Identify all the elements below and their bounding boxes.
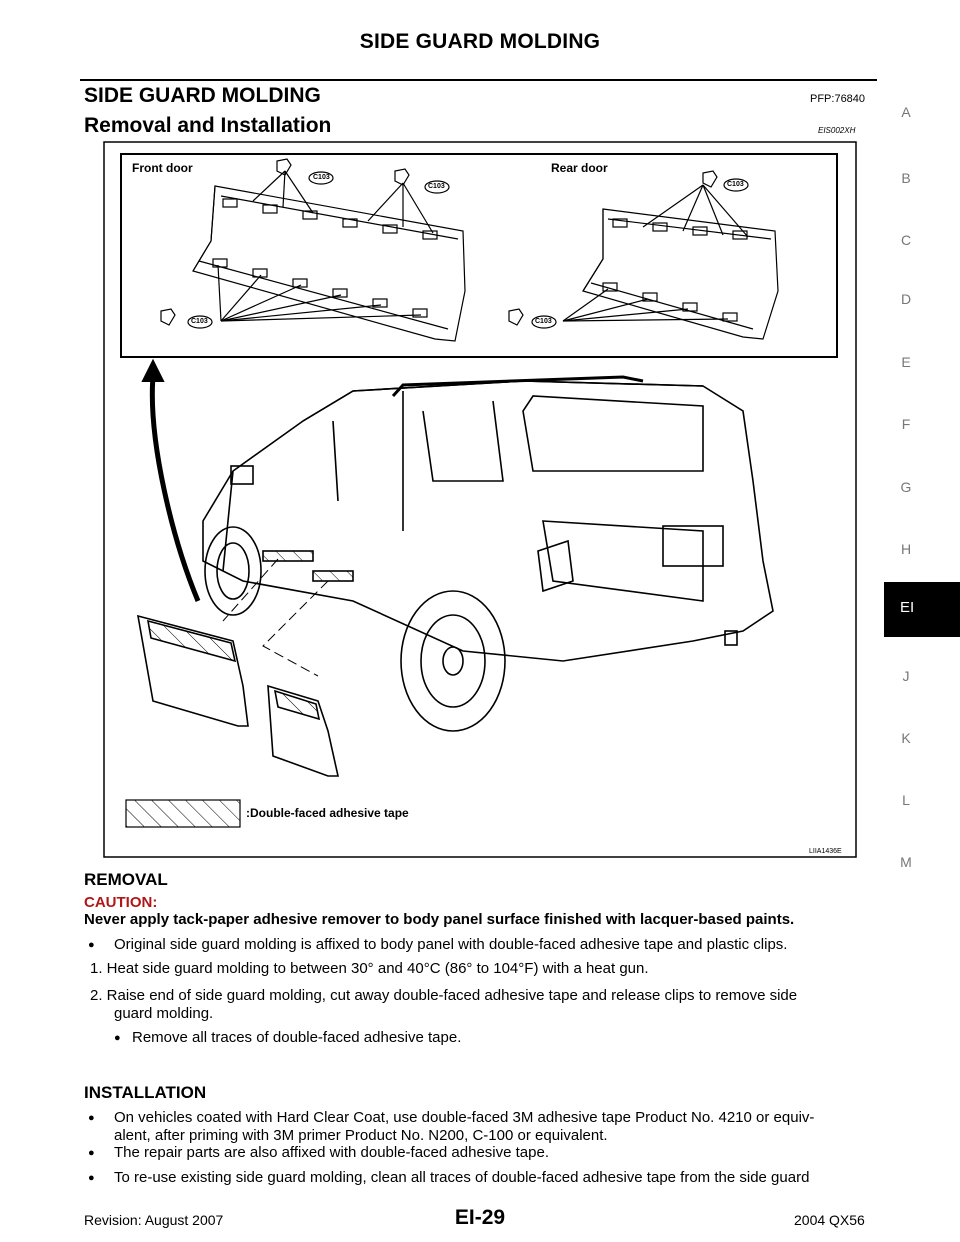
front-door-panel-drawing: [161, 159, 465, 341]
front-wheel: [205, 527, 261, 615]
removal-step-1: 1. Heat side guard molding to between 30° and 40°C (86° to 104°F) with a heat gun.: [90, 960, 649, 977]
side-index-active-tab[interactable]: [884, 582, 960, 637]
removal-step-2-line-1: 2. Raise end of side guard molding, cut away double-faced adhesive tape and release clips to remove side: [90, 987, 798, 1004]
pfp-code: PFP:76840: [810, 93, 866, 105]
bullet-dot: ●: [88, 939, 95, 951]
page-header-title: SIDE GUARD MOLDING: [359, 30, 601, 53]
removal-sub-bullet: Remove all traces of double-faced adhesive tape.: [132, 1029, 462, 1046]
rear-door-panel-drawing: [509, 171, 778, 339]
side-index-l[interactable]: L: [902, 792, 910, 808]
install-bullet-2: The repair parts are also affixed with double-faced adhesive tape.: [114, 1144, 549, 1161]
arrow-head: [143, 361, 163, 381]
caution-text: Never apply tack-paper adhesive remover to body panel surface finished with lacquer-based paints.: [84, 911, 795, 928]
bullet-dot: ●: [88, 1112, 95, 1124]
side-index-e[interactable]: E: [901, 354, 911, 370]
figure-code: LIIA1436E: [809, 848, 842, 855]
install-bullet-1-line-1: On vehicles coated with Hard Clear Coat, use double-faced 3M adhesive tape Product No. 4210 or equiv-: [114, 1109, 815, 1126]
side-index-a[interactable]: A: [901, 104, 911, 120]
clip-label-front-upper-right: C103: [428, 183, 445, 190]
side-index-ei: EI: [900, 599, 915, 616]
subsection-title: Removal and Installation: [84, 114, 332, 137]
removal-step-2-line-2: guard molding.: [114, 1005, 214, 1022]
rear-wheel: [401, 591, 505, 731]
side-index-h[interactable]: H: [900, 541, 912, 557]
clip-label-rear-upper: C103: [727, 181, 744, 188]
arrow-shaft: [152, 376, 198, 601]
footer-page-number: EI-29: [454, 1206, 506, 1229]
side-index-m[interactable]: M: [900, 854, 912, 870]
caution-title: CAUTION:: [84, 894, 158, 911]
clip-label-rear-lower: C103: [535, 318, 552, 325]
clip-label-front-upper-left: C103: [313, 174, 330, 181]
side-index-c[interactable]: C: [900, 232, 912, 248]
side-index-b[interactable]: B: [901, 170, 911, 186]
figure-illustration: [103, 141, 857, 858]
molding-parts-drawing: [138, 616, 338, 776]
bullet-dot: ●: [88, 1172, 95, 1184]
side-index-k[interactable]: K: [901, 730, 911, 746]
bullet-dot: ●: [114, 1032, 121, 1044]
footer-revision: Revision: August 2007: [84, 1212, 224, 1228]
installation-heading: INSTALLATION: [84, 1083, 207, 1102]
removal-heading: REMOVAL: [84, 870, 168, 889]
side-index-f[interactable]: F: [901, 416, 911, 432]
legend-label: :Double-faced adhesive tape: [246, 806, 409, 820]
header-rule: [80, 79, 877, 81]
footer-model: 2004 QX56: [794, 1212, 865, 1228]
side-index-d[interactable]: D: [900, 291, 912, 307]
side-index-g[interactable]: G: [900, 479, 912, 495]
bullet-dot: ●: [88, 1147, 95, 1159]
install-bullet-3-line-1: To re-use existing side guard molding, clean all traces of double-faced adhesive tape from the side guard: [114, 1169, 810, 1186]
side-mirror: [231, 466, 253, 484]
rear-door-label: Rear door: [551, 161, 608, 175]
figure-drawing: [103, 141, 857, 858]
front-door-label: Front door: [132, 161, 193, 175]
legend-hatch-swatch: [126, 800, 240, 827]
section-title: SIDE GUARD MOLDING: [84, 84, 321, 107]
vehicle-drawing: [203, 377, 773, 731]
removal-bullet-1: Original side guard molding is affixed to body panel with double-faced adhesive tape and plastic clips.: [114, 936, 788, 953]
section-code: EIS002XH: [818, 126, 856, 135]
clip-label-front-lower: C103: [191, 318, 208, 325]
side-index-j[interactable]: J: [902, 668, 910, 684]
install-bullet-1-line-2: alent, after priming with 3M primer Product No. N200, C-100 or equivalent.: [114, 1127, 608, 1144]
